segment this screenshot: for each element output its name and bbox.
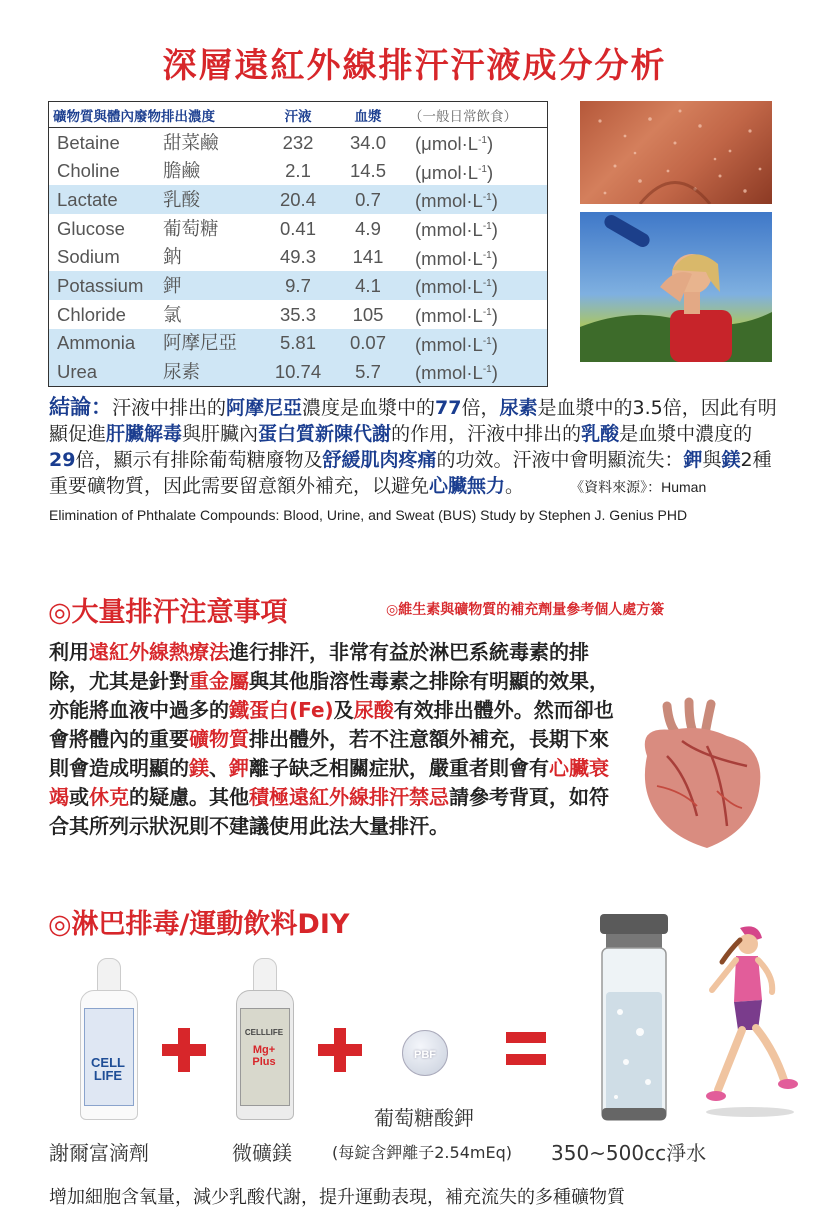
potassium-gluconate-pill xyxy=(402,1030,448,1076)
equals-icon xyxy=(506,1032,546,1066)
prescription-note: ◎維生素與礦物質的補充劑量參考個人處方簽 xyxy=(386,602,665,618)
unit-close: ) xyxy=(491,190,498,212)
cell-plasma-value: 4.9 xyxy=(355,217,381,239)
cell-sweat-value: 5.81 xyxy=(265,329,331,358)
item3-note: (每錠含鉀離子2.54mEq) xyxy=(332,1143,512,1162)
table-header-row xyxy=(49,102,548,128)
cell-plasma-value: 34.0 xyxy=(349,131,386,153)
plus-icon xyxy=(318,1028,362,1072)
text: 是血漿中的3.5倍，因此有明顯促進 xyxy=(49,397,777,445)
unit-close: ) xyxy=(487,161,494,183)
bottle-label-line: CELL xyxy=(91,1055,125,1070)
header-concentration: 礦物質與體內廢物排出濃度 xyxy=(49,102,266,128)
unit-close: ) xyxy=(491,276,498,298)
cell-plasma-value: 0.07 xyxy=(331,329,405,358)
cell-unit xyxy=(405,214,548,243)
far-infrared-highlight: 遠紅外線熱療法 xyxy=(89,640,229,664)
text: 與肝臟內 xyxy=(182,423,259,445)
heart-failure-highlight: 心臟衰竭 xyxy=(49,756,609,809)
ammonia-highlight: 阿摩尼亞 xyxy=(226,397,303,419)
potassium-highlight: 鉀 xyxy=(683,449,703,471)
header-sweat: 汗液 xyxy=(265,102,331,128)
text: 與 xyxy=(702,449,722,471)
unit-exponent: -1 xyxy=(482,249,492,261)
cell-name-zh: 尿素 xyxy=(163,357,265,386)
unit-exponent: -1 xyxy=(482,220,492,232)
cell-unit xyxy=(405,185,548,214)
unit-text: (mmol·L xyxy=(415,190,483,212)
table-row xyxy=(49,329,548,358)
text: 離子缺乏相關症狀，嚴重者則會有 xyxy=(249,756,549,780)
water-bottle-icon xyxy=(602,212,652,249)
water-bottle-icon xyxy=(596,912,672,1124)
text: 是血漿中濃度的 xyxy=(619,423,753,445)
cell-unit xyxy=(405,128,548,157)
woman-drinking-photo xyxy=(580,212,772,362)
cell-unit xyxy=(405,300,548,329)
text: 。 xyxy=(505,475,525,497)
unit-text: (mmol·L xyxy=(415,276,483,298)
table-row xyxy=(49,128,548,157)
heavy-metal-highlight: 重金屬 xyxy=(189,669,249,693)
item2-caption: 微礦鎂 xyxy=(232,1141,292,1165)
bottle-label-line: Mg+ Plus xyxy=(252,1044,276,1068)
unit-exponent: -1 xyxy=(482,278,492,290)
cell-sweat-value: 0.41 xyxy=(279,217,316,239)
cell-plasma-value: 0.7 xyxy=(331,185,405,214)
pill-imprint: PBF xyxy=(414,1049,436,1061)
shock-highlight: 休克 xyxy=(89,785,129,809)
protein-highlight: 蛋白質新陳代謝 xyxy=(258,423,392,445)
unit-text: (mmol·L xyxy=(415,219,483,241)
cell-name-zh: 氯 xyxy=(163,303,182,325)
cell-name-zh: 葡萄糖 xyxy=(163,217,219,239)
cell-name-en: Potassium xyxy=(49,271,164,300)
unit-exponent: -1 xyxy=(478,135,487,146)
liver-detox-highlight: 肝臟解毒 xyxy=(106,423,183,445)
cell-name-zh: 鉀 xyxy=(163,271,265,300)
text: 2種重要礦物質，因此需要留意額外補充，以避免 xyxy=(49,449,772,497)
text: 或 xyxy=(69,785,89,809)
cell-unit xyxy=(405,329,548,358)
conclusion-paragraph xyxy=(49,394,777,528)
cell-name-en: Ammonia xyxy=(49,329,164,358)
cell-plasma-value: 105 xyxy=(352,303,384,325)
conclusion-label: 結論： xyxy=(49,395,112,419)
text: 排出體外，若不注意額外補充，長期下來則會造成明顯的 xyxy=(49,727,609,780)
item3-name: 葡萄糖酸鉀 xyxy=(374,1106,474,1130)
text: 、 xyxy=(209,756,229,780)
cell-name-en: Choline xyxy=(57,160,120,182)
text: 進行排汗，非常有益於淋巴系統毒素的排除，尤其是針對 xyxy=(49,640,589,693)
plus-icon xyxy=(162,1028,206,1072)
uric-acid-highlight: 尿酸 xyxy=(353,698,394,722)
unit-close: ) xyxy=(491,362,498,384)
bottle-label-line: LIFE xyxy=(93,1068,123,1083)
cell-name-zh: 鈉 xyxy=(163,246,182,268)
unit-close: ) xyxy=(487,133,494,155)
footer-benefits: 增加細胞含氧量，減少乳酸代謝，提升運動表現，補充流失的多種礦物質 xyxy=(49,1187,625,1208)
magnesium-highlight: 鎂 xyxy=(721,449,741,471)
unit-exponent: -1 xyxy=(478,163,487,175)
cell-sweat-value: 9.7 xyxy=(265,271,331,300)
header-plasma: 血漿 xyxy=(331,102,405,128)
mg-plus-bottle xyxy=(236,958,292,1118)
cell-name-zh: 甜菜鹼 xyxy=(163,131,219,153)
muscle-relief-highlight: 舒緩肌肉疼痛 xyxy=(322,449,437,471)
source-label: 《資料來源》 xyxy=(570,480,648,496)
sweating-notes-paragraph xyxy=(49,638,777,856)
water-bottle-illustration xyxy=(596,912,672,1124)
cell-sweat-value: 232 xyxy=(282,131,314,153)
cell-name-en: Chloride xyxy=(57,303,126,325)
table-row xyxy=(49,243,548,272)
contraindication-highlight: 積極遠紅外線排汗禁忌 xyxy=(249,785,449,809)
cell-plasma-value: 4.1 xyxy=(331,271,405,300)
section-heading-sweating-notes: ◎大量排汗注意事項 xyxy=(48,597,288,628)
cell-sweat-value: 35.3 xyxy=(279,303,316,325)
item4-caption: 350~500cc淨水 xyxy=(551,1141,707,1165)
text: 及 xyxy=(333,698,354,722)
cell-sweat-value: 49.3 xyxy=(279,246,316,268)
cell-life-bottle xyxy=(80,958,136,1118)
source-citation: ：Human Elimination of Phthalate Compounds: Blood, Urine, and Sweat (BUS) Study by Stephen J. Genius PHD xyxy=(49,479,707,523)
table-row xyxy=(49,271,548,300)
section-heading-diy-drink: ◎淋巴排毒/運動飲料DIY xyxy=(48,909,350,940)
unit-text: (mmol·L xyxy=(415,305,483,327)
unit-exponent: -1 xyxy=(482,335,492,347)
cell-plasma-value: 14.5 xyxy=(349,160,386,182)
mg-highlight: 鎂 xyxy=(189,756,209,780)
runner-icon xyxy=(700,920,800,1120)
cell-unit xyxy=(405,357,548,386)
unit-exponent: -1 xyxy=(482,192,492,204)
unit-text: (mmol·L xyxy=(415,333,483,355)
text: 的作用，汗液中排出的 xyxy=(391,423,582,445)
cell-name-zh: 阿摩尼亞 xyxy=(163,329,265,358)
table-row xyxy=(49,214,548,243)
cell-name-zh: 乳酸 xyxy=(163,185,265,214)
runner-illustration xyxy=(700,920,800,1120)
text: 的疑慮。其他 xyxy=(129,785,249,809)
cell-sweat-value: 2.1 xyxy=(285,160,311,182)
text: 與其他脂溶性毒素之排除有明顯的效果，亦能將血液中過多的 xyxy=(49,669,609,722)
cell-name-en: Lactate xyxy=(49,185,164,214)
unit-text: (μmol·L xyxy=(415,161,479,183)
cell-unit xyxy=(405,271,548,300)
text: 利用 xyxy=(49,640,89,664)
lactate-highlight: 乳酸 xyxy=(581,423,620,445)
text: 倍，顯示有排除葡萄糖廢物及 xyxy=(75,449,323,471)
table-row xyxy=(49,157,548,186)
heart-illustration xyxy=(627,696,777,856)
unit-close: ) xyxy=(491,247,498,269)
cell-name-en: Betaine xyxy=(57,131,120,153)
cell-name-en: Glucose xyxy=(57,217,125,239)
sweaty-back-photo xyxy=(580,101,772,204)
table-row xyxy=(49,357,548,386)
cell-plasma-value: 141 xyxy=(352,246,384,268)
cell-name-en: Urea xyxy=(49,357,164,386)
cell-name-en: Sodium xyxy=(57,246,120,268)
cell-sweat-value: 10.74 xyxy=(265,357,331,386)
cell-plasma-value: 5.7 xyxy=(331,357,405,386)
page-title: 深層遠紅外線排汗汗液成分分析 xyxy=(162,46,667,86)
heart-icon xyxy=(627,696,777,856)
text: 倍， xyxy=(461,397,500,419)
unit-exponent: -1 xyxy=(482,306,492,318)
text: 濃度是血漿中的 xyxy=(302,397,436,419)
ferritin-highlight: 鐵蛋白(Fe) xyxy=(229,698,334,722)
item1-caption: 謝爾富滴劑 xyxy=(49,1141,149,1165)
header-diet: （一般日常飲食） xyxy=(405,102,548,128)
unit-close: ) xyxy=(491,305,498,327)
cell-unit xyxy=(405,243,548,272)
cell-unit xyxy=(405,157,548,186)
unit-exponent: -1 xyxy=(482,364,492,376)
text: 請參考背頁，如符合其所列示狀況則不建議使用此法大量排汗。 xyxy=(49,785,609,838)
table-row xyxy=(49,300,548,329)
text: 有效排出體外。然而卻也會將體內的重要 xyxy=(49,698,614,751)
times-29: 29 xyxy=(49,449,76,471)
bottle-label-line: CELLLIFE xyxy=(244,1028,284,1037)
k-highlight: 鉀 xyxy=(229,756,249,780)
times-77: 77 xyxy=(435,397,462,419)
sweat-analysis-table xyxy=(48,101,548,387)
sweat-droplets-icon xyxy=(580,101,772,204)
unit-text: (mmol·L xyxy=(415,247,483,269)
unit-text: (μmol·L xyxy=(415,133,479,155)
urea-highlight: 尿素 xyxy=(499,397,538,419)
text: 汗液中排出的 xyxy=(112,397,227,419)
text: 的功效。汗液中會明顯流失： xyxy=(436,449,684,471)
minerals-highlight: 礦物質 xyxy=(189,727,249,751)
cell-sweat-value: 20.4 xyxy=(265,185,331,214)
heart-weakness-highlight: 心臟無力 xyxy=(429,475,506,497)
cell-name-zh: 膽鹼 xyxy=(163,160,201,182)
unit-close: ) xyxy=(491,219,498,241)
table-row xyxy=(49,185,548,214)
unit-text: (mmol·L xyxy=(415,362,483,384)
unit-close: ) xyxy=(491,333,498,355)
